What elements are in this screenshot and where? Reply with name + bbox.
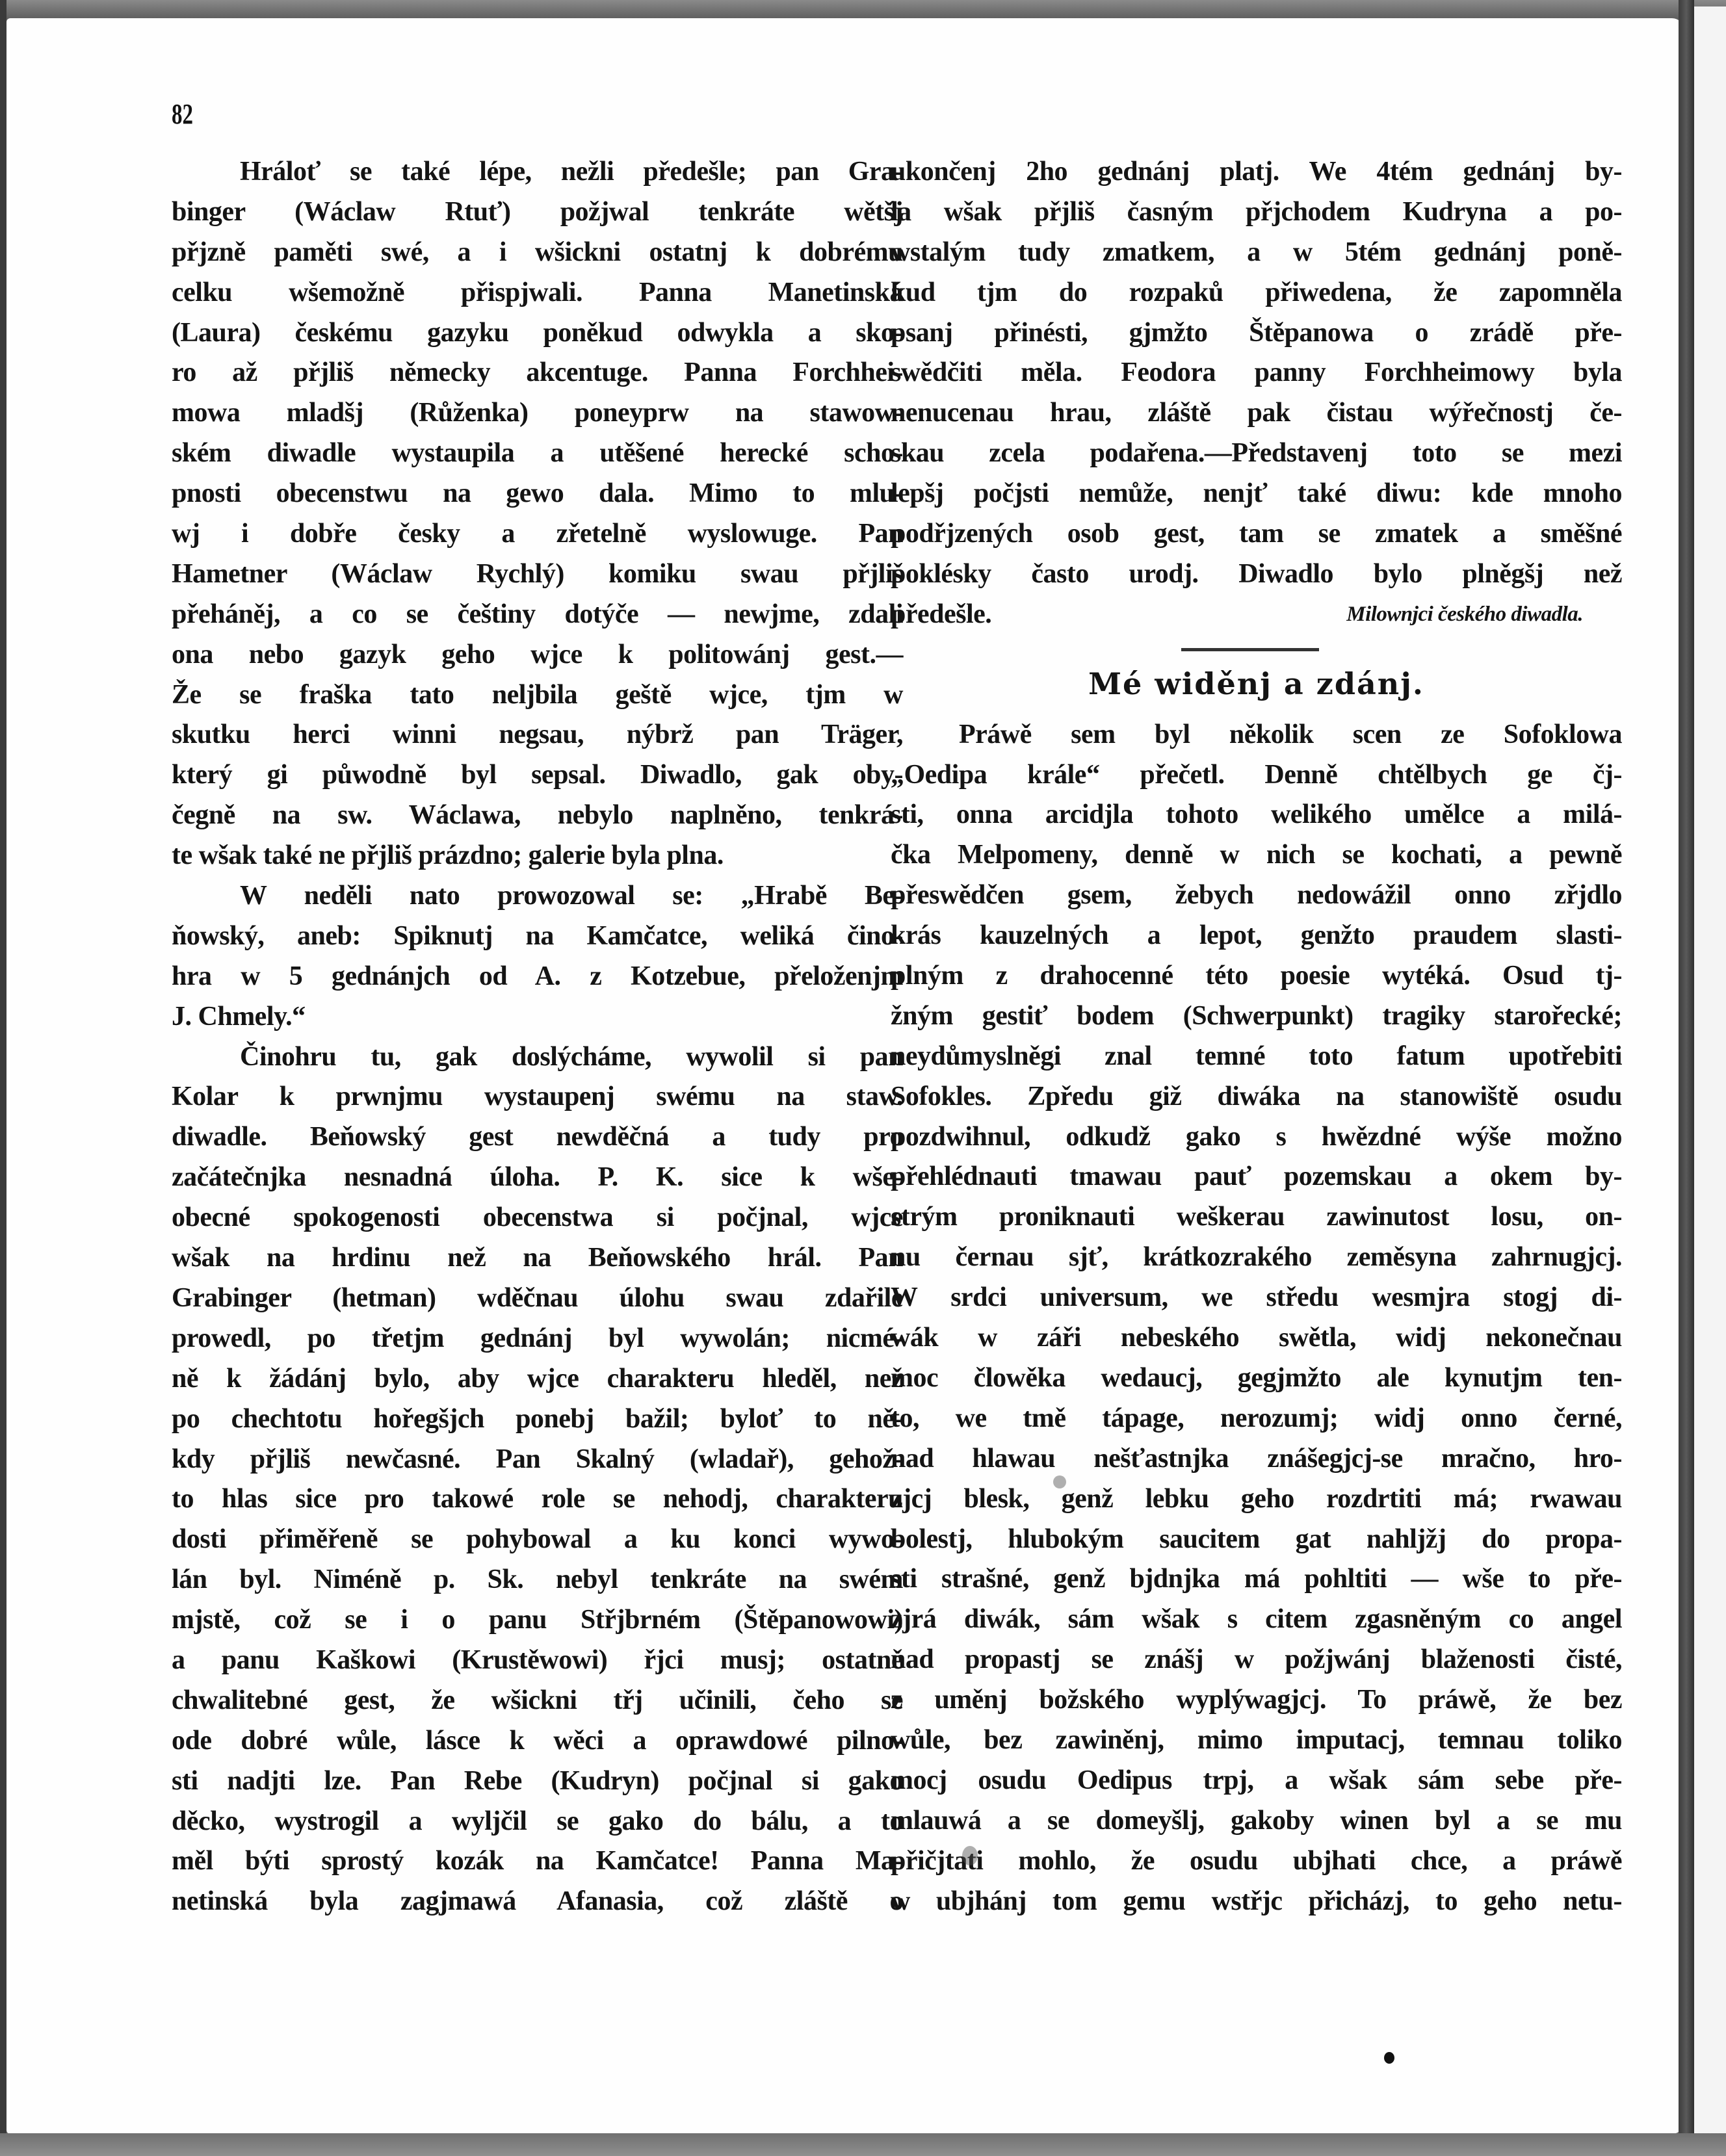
text-line: skau zcela podařena.—Představenj toto se mezi	[891, 438, 1622, 469]
text-line: ro až přjliš německy akcentuge. Panna Forchhei-	[172, 357, 903, 388]
text-line: po chechtotu hořegšjch ponebj bažil; byloť to ně-	[172, 1403, 903, 1434]
scan-bottom-border	[0, 2133, 1726, 2156]
text-line: ode dobré wůle, lásce k wěci a oprawdowé pilno-	[172, 1725, 903, 1756]
scan-gutter-bar	[1679, 0, 1694, 2156]
text-line: přeháněj, a co se češtiny dotýče — newjme, zdali	[172, 599, 903, 629]
text-line: ňowský, aneb: Spiknutj na Kamčatce, weliká čino-	[172, 920, 903, 951]
text-line: sti, onna arcidjla tohoto welikého umělce a milá-	[891, 799, 1622, 830]
text-line: Činohru tu, gak doslýcháme, wywolil si pan	[240, 1041, 903, 1072]
text-line: a panu Kaškowi (Krustěwowi) řjci musj; ostatně	[172, 1644, 903, 1675]
text-line: to hlas sice pro takowé role se nehodj, charakteru	[172, 1484, 903, 1514]
text-line: kdy přjliš newčasné. Pan Skalný (wladař), gehož-	[172, 1444, 903, 1474]
text-line: J. Chmely.“	[172, 1001, 306, 1032]
text-line: plným z drahocenné této poesie wytéká. Osud tj-	[891, 961, 1622, 991]
text-line: bolestj, hlubokým saucitem gat nahljžj do propa-	[891, 1524, 1622, 1554]
text-line: te wšak také ne přjliš prázdno; galerie byla plna.	[172, 840, 724, 871]
text-line: W neděli nato prowozowal se: „Hrabě Be-	[240, 881, 903, 911]
text-line: nad hlawau nešťastnjka znášegjcj-se mračno, hro-	[891, 1443, 1622, 1474]
text-line: který gi půwodně byl sepsal. Diwadlo, gak oby-	[172, 760, 903, 790]
text-line: zjrá diwák, sám wšak s citem zgasněným co angel	[891, 1604, 1622, 1635]
text-line: Hametner (Wáclaw Rychlý) komiku swau přjliš	[172, 558, 903, 589]
text-line: žným gestiť bodem (Schwerpunkt) tragiky starořecké;	[891, 1000, 1622, 1031]
text-line: netinská byla zagjmawá Afanasia, což zláště o	[172, 1886, 903, 1917]
signature: Milownjci českého diwadla.	[1346, 602, 1583, 626]
text-line: nad propastj se znášj w požjwánj blaženosti čisté,	[891, 1644, 1622, 1675]
signature-line-text: předešle.	[891, 599, 992, 629]
text-line: Sofokles. Zpředu giž diwáka na stanowiště osudu	[891, 1081, 1622, 1111]
text-line: Hráloť se také lépe, nežli předešle; pan Gra-	[240, 157, 903, 187]
text-line: to, we tmě tápage, nerozumj; widj onno černé,	[891, 1403, 1622, 1433]
text-line: děcko, wystrogil a wyljčil se gako do bálu, a to	[172, 1806, 903, 1836]
text-line: chwalitebné gest, že wšickni třj učinili, čeho se	[172, 1685, 903, 1715]
text-line: ona nebo gazyk geho wjce k politowánj gest.—	[172, 639, 903, 669]
text-line: mjstě, což se i o panu Střjbrném (Štěpanowowi)	[172, 1605, 903, 1635]
text-line: mlauwá a se domeyšlj, gakoby winen byl a se mu	[891, 1805, 1622, 1836]
text-line: dosti přiměřeně se pohybowal a ku konci wywo-	[172, 1524, 903, 1555]
ink-smudge	[1053, 1475, 1066, 1488]
text-line: W srdci universum, we středu wesmjra stogj di-	[891, 1282, 1622, 1313]
text-line: poklésky často urodj. Diwadlo bylo plněgšj než	[891, 558, 1622, 589]
text-line: strým proniknauti weškerau zawinutost losu, on-	[891, 1202, 1622, 1232]
scan-top-border	[0, 0, 1726, 19]
text-line: Grabinger (hetman) wděčnau úlohu swau zdařile	[172, 1282, 903, 1313]
text-line: Že se fraška tato neljbila geště wjce, tjm w	[172, 679, 903, 710]
text-line: Práwě sem byl několik scen ze Sofoklowa	[959, 719, 1622, 749]
text-line: nu černau sjť, krátkozrakého zeměsyna zahrnugjcj.	[891, 1242, 1622, 1273]
text-line: (Laura) českému gazyku poněkud odwykla a sko-	[172, 317, 903, 348]
text-line: diwadle. Beňowský gest newděčná a tudy pro	[172, 1122, 903, 1152]
section-divider-rule	[1181, 648, 1319, 651]
text-line: „Oedipa krále“ přečetl. Denně chtělbych ge čj-	[891, 759, 1622, 790]
text-line: lepšj počjsti nemůže, nenjť také diwu: kde mnoho	[891, 478, 1622, 509]
text-line: přičjtati mohlo, že osudu ubjhati chce, a práwě	[891, 1845, 1622, 1876]
text-line: mowa mladšj (Růženka) poneyprw na stawow-	[172, 398, 903, 428]
text-line: ukončenj 2ho gednánj platj. We 4tém gednánj by-	[891, 157, 1622, 187]
text-line: sti nadjti lze. Pan Rebe (Kudryn) počjnal si gako	[172, 1765, 903, 1796]
text-line: přjzně paměti swé, a i wšickni ostatnj k dobrému	[172, 237, 903, 267]
text-line: ně k žádánj bylo, aby wjce charakteru hleděl, než	[172, 1363, 903, 1394]
text-line: neydůmyslněgi znal temné toto fatum upotřebiti	[891, 1041, 1622, 1071]
text-line: začátečnjka nesnadná úloha. P. K. sice k wše-	[172, 1162, 903, 1193]
article-heading: Mé widěnj a zdánj.	[1088, 666, 1424, 701]
text-line: ském diwadle wystaupila a utěšené herecké scho-	[172, 438, 903, 469]
text-line: měl býti sprostý kozák na Kamčatce! Panna Ma-	[172, 1846, 903, 1877]
text-line: moc člowěka wedaucj, gegjmžto ale kynutjm ten-	[891, 1362, 1622, 1393]
text-line: wj i dobře česky a zřetelně wyslowuge. Pan	[172, 519, 903, 549]
text-line: w ubjhánj tom gemu wstřjc přicházj, to geho netu-	[891, 1886, 1622, 1916]
ink-smudge	[962, 1846, 978, 1865]
text-line: zjcj blesk, genž lebku geho rozdrtiti má; rwawau	[891, 1483, 1622, 1514]
text-line: čka Melpomeny, denně w nich se kochati, a pewně	[891, 840, 1622, 870]
text-line: wák w záři nebeského swětla, widj nekonečnau	[891, 1323, 1622, 1353]
text-line: mocj osudu Oedipus trpj, a wšak sám sebe pře-	[891, 1765, 1622, 1795]
text-line: čegně na sw. Wáclawa, nebylo naplněno, tenkrá-	[172, 800, 903, 831]
ink-dot-mark	[1384, 2052, 1394, 2064]
text-line: binger (Wáclaw Rtuť) požjwal tenkráte wětšj	[172, 196, 903, 227]
text-line: obecné spokogenosti obecenstwa si počjnal, wjce	[172, 1202, 903, 1233]
text-line: wstalým tudy zmatkem, a w 5tém gednánj poně-	[891, 237, 1622, 267]
text-line: la wšak přjliš časným přjchodem Kudryna a po-	[891, 196, 1622, 227]
page-number: 82	[172, 98, 193, 130]
text-line: podřjzených osob gest, tam se zmatek a směšné	[891, 519, 1622, 549]
text-line: kud tjm do rozpaků přiwedena, že zapomněla	[891, 277, 1622, 307]
text-line: skutku herci winni negsau, nýbrž pan Träger,	[172, 720, 903, 750]
text-line: psanj přinésti, gjmžto Štěpanowa o zrádě pře-	[891, 317, 1622, 348]
text-line: sti strašné, genž bjdnjka má pohltiti — wše to pře-	[891, 1564, 1622, 1594]
scan-left-edge	[0, 0, 7, 2156]
left-column	[172, 152, 903, 1922]
text-line: krás kauzelných a lepot, genžto praudem slasti-	[891, 920, 1622, 951]
text-line: přehlédnauti tmawau pauť pozemskau a okem by-	[891, 1162, 1622, 1192]
right-column	[891, 152, 1622, 1921]
text-line: nenucenau hrau, zláště pak čistau wýřečnostj če-	[891, 398, 1622, 428]
adjacent-page-edge	[1694, 6, 1726, 2138]
text-line: pozdwihnul, odkudž gako s hwězdné wýše možno	[891, 1121, 1622, 1152]
text-line: wůle, bez zawiněnj, mimo imputacj, temnau toliko	[891, 1724, 1622, 1755]
text-line: pnosti obecenstwu na gewo dala. Mimo to mlu-	[172, 478, 903, 509]
text-line: celku wšemožně přispjwali. Panna Manetinská	[172, 277, 903, 307]
text-line: lán byl. Niméně p. Sk. nebyl tenkráte na swém	[172, 1565, 903, 1595]
text-line: přeswědčen gsem, žebych nedowážil onno zřjdlo	[891, 880, 1622, 911]
text-line: prowedl, po třetjm gednánj byl wywolán; nicmé-	[172, 1323, 903, 1353]
text-line: wšak na hrdinu než na Beňowského hrál. Pan	[172, 1243, 903, 1273]
signature-line	[891, 595, 1622, 635]
text-line: swědčiti měla. Feodora panny Forchheimowy byla	[891, 357, 1622, 388]
text-line: z uměnj božského wyplýwagjcj. To práwě, že bez	[891, 1685, 1622, 1715]
text-line: hra w 5 gednánjch od A. z Kotzebue, přeloženjm	[172, 961, 903, 991]
text-line: Kolar k prwnjmu wystaupenj swému na staw.	[172, 1082, 903, 1112]
